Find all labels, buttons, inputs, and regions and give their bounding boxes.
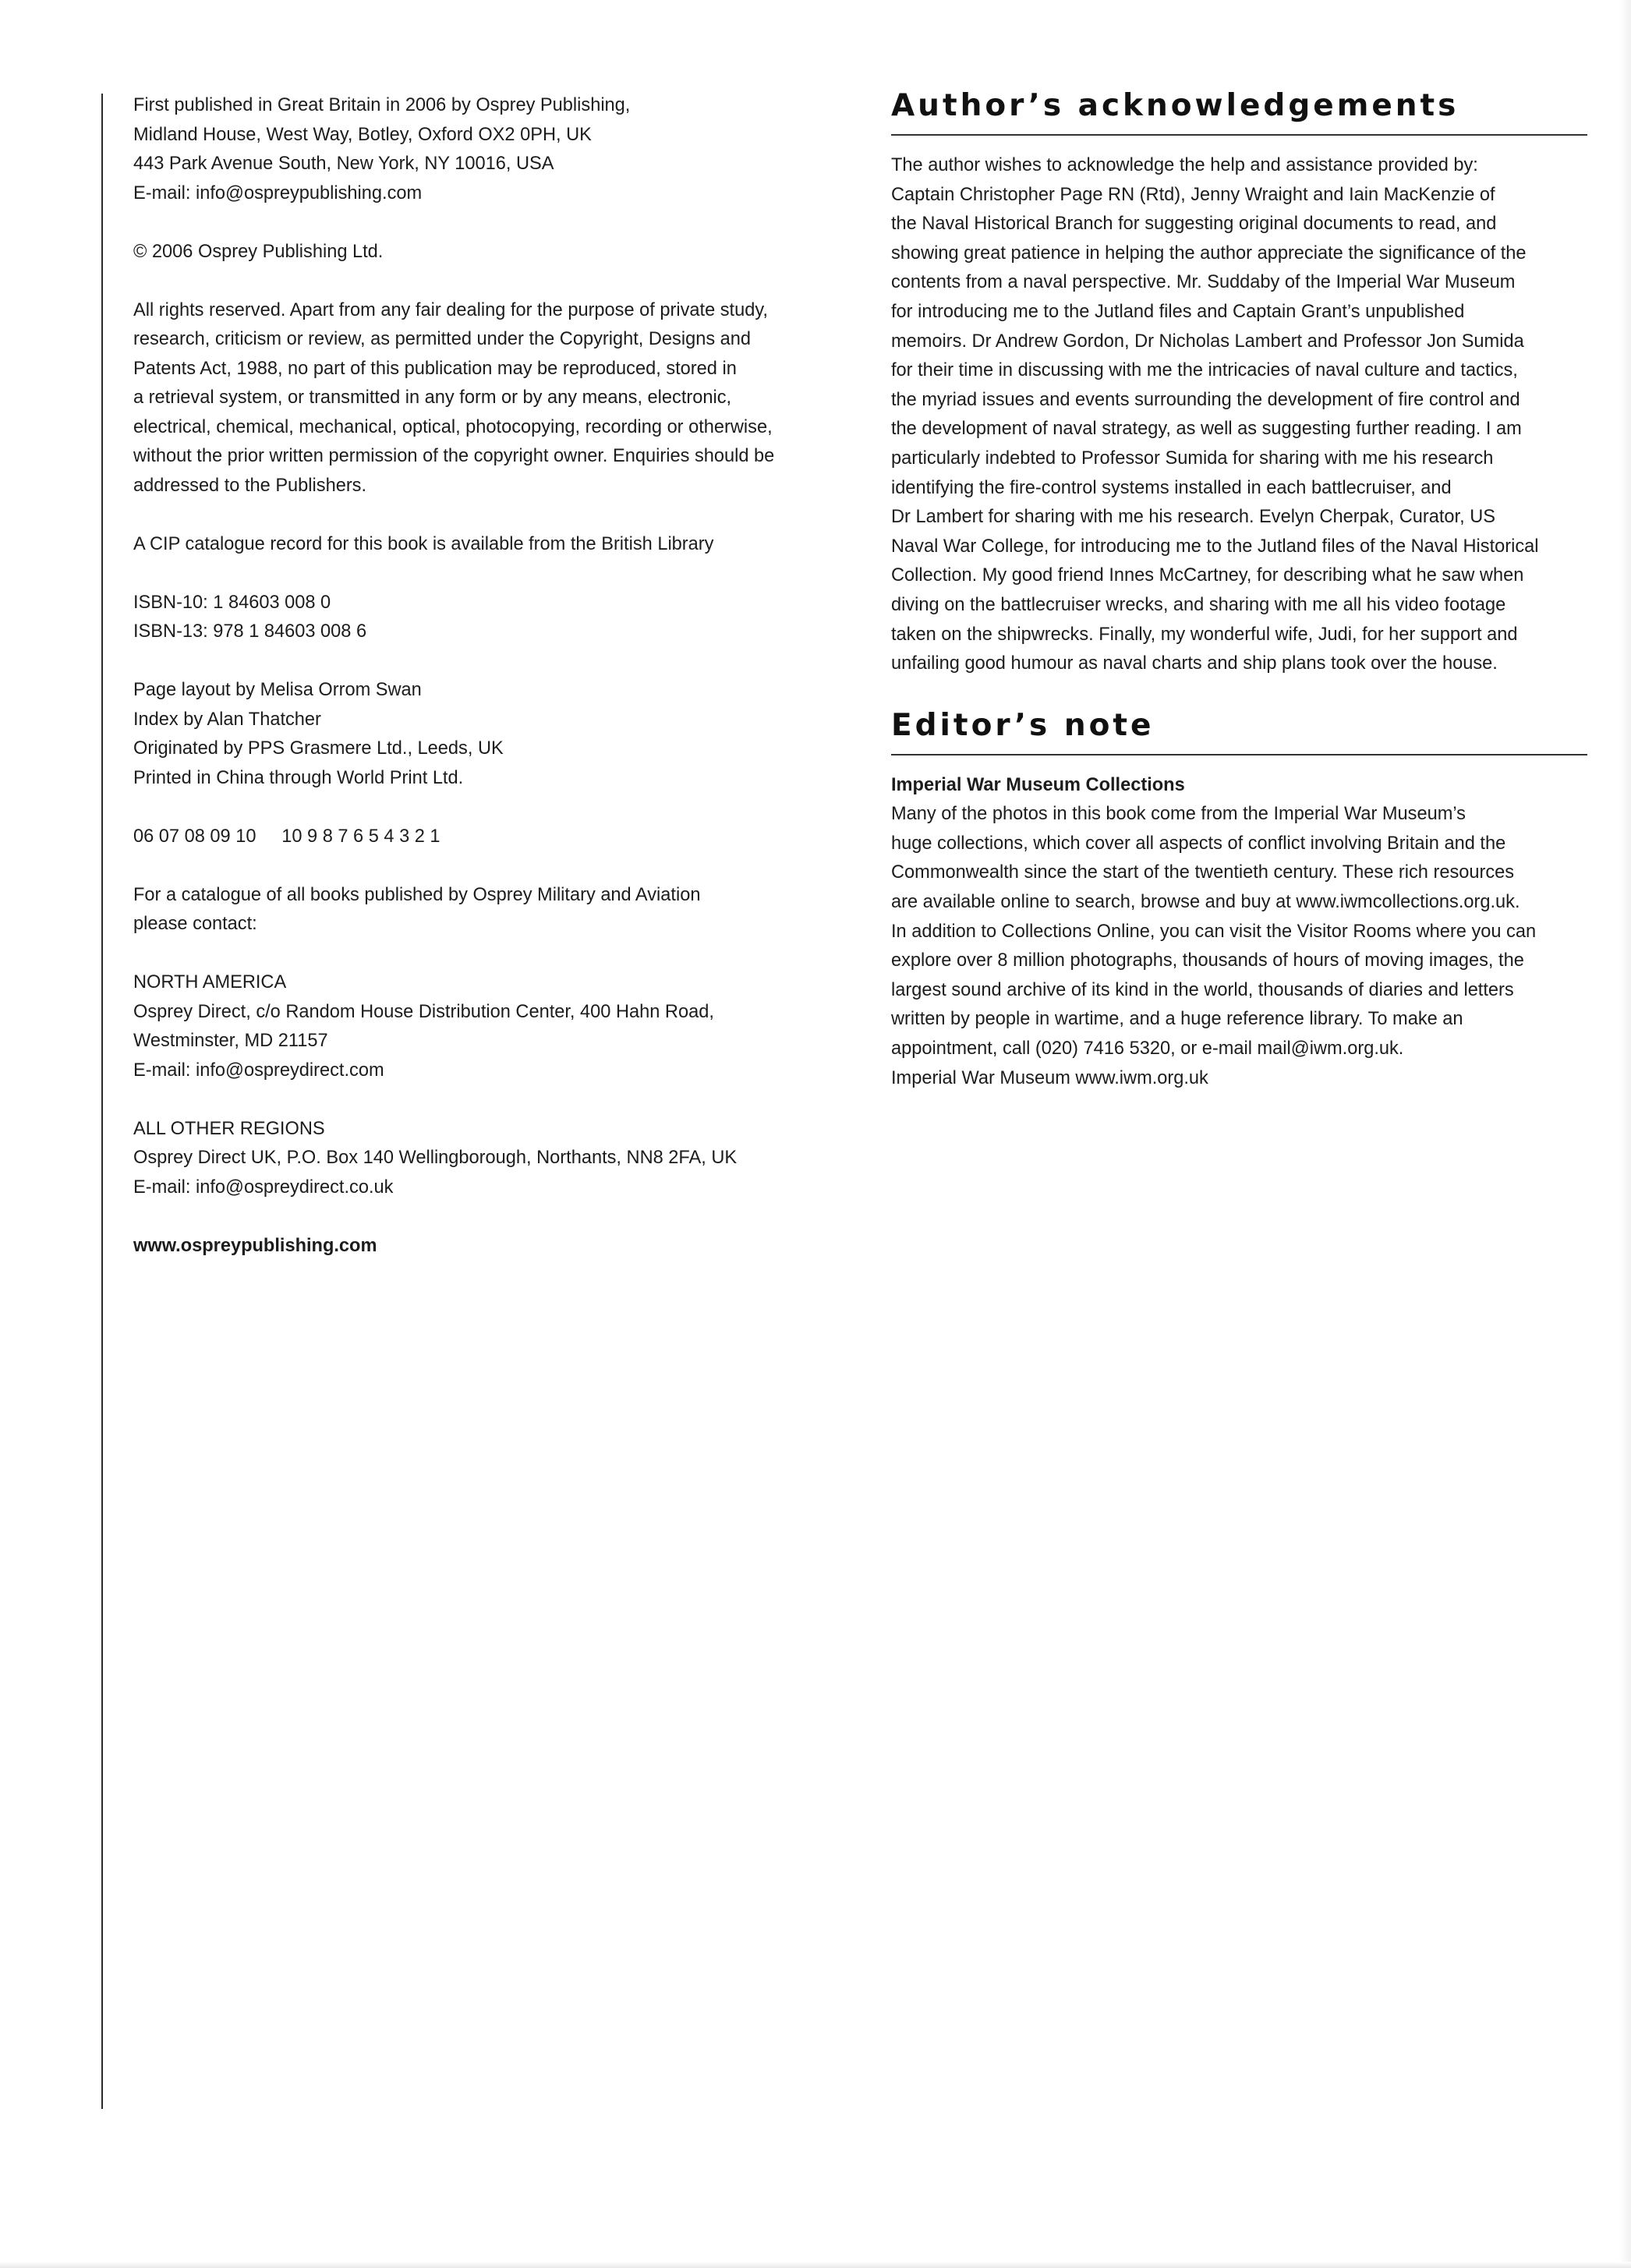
rights-block xyxy=(133,296,851,501)
catalogue-block xyxy=(133,881,851,939)
publisher-line: First published in Great Britain in 2006 by Osprey Publishing, xyxy=(133,95,631,115)
acknowledgements-line: the development of naval strategy, as well as suggesting further reading. I am xyxy=(891,419,1522,440)
acknowledgements-body xyxy=(891,151,1587,679)
address-line: Osprey Direct, c/o Random House Distribution Center, 400 Hahn Road, xyxy=(133,1001,714,1022)
acknowledgements-line: Collection. My good friend Innes McCartney, for describing what he saw when xyxy=(891,565,1524,586)
region-heading: NORTH AMERICA xyxy=(133,972,287,992)
acknowledgements-line: Naval War College, for introducing me to the Jutland files of the Naval Historical xyxy=(891,536,1539,557)
editors-note-line: Many of the photos in this book come from the Imperial War Museum’s xyxy=(891,804,1466,825)
editors-note-section xyxy=(891,704,1587,1094)
address-line: Osprey Direct UK, P.O. Box 140 Wellingborough, Northants, NN8 2FA, UK xyxy=(133,1148,738,1168)
rights-line: addressed to the Publishers. xyxy=(133,475,367,496)
north-america-block xyxy=(133,968,851,1085)
publisher-address-uk: Midland House, West Way, Botley, Oxford OX2 0PH, UK xyxy=(133,124,592,145)
acknowledgements-line: for their time in discussing with me the intricacies of naval culture and tactics, xyxy=(891,360,1518,381)
address-line: Westminster, MD 21157 xyxy=(133,1031,328,1051)
imprint-column xyxy=(133,91,851,1290)
region-heading: ALL OTHER REGIONS xyxy=(133,1118,325,1139)
editors-note-subheading: Imperial War Museum Collections xyxy=(891,774,1185,795)
contact-email: E-mail: info@ospreydirect.co.uk xyxy=(133,1176,394,1198)
editors-note-line: huge collections, which cover all aspects of conflict involving Britain and the xyxy=(891,833,1506,854)
contact-email: E-mail: info@ospreydirect.com xyxy=(133,1060,384,1081)
publisher-address-us: 443 Park Avenue South, New York, NY 10016, USA xyxy=(133,154,554,174)
publisher-email: E-mail: info@ospreypublishing.com xyxy=(133,182,423,203)
notes-column xyxy=(891,84,1587,1093)
acknowledgements-line: unfailing good humour as naval charts and ship plans took over the house. xyxy=(891,653,1498,674)
acknowledgements-line: Dr Lambert for sharing with me his research. Evelyn Cherpak, Curator, US xyxy=(891,507,1495,528)
acknowledgements-line: contents from a naval perspective. Mr. Suddaby of the Imperial War Museum xyxy=(891,272,1516,293)
heading-divider xyxy=(891,754,1587,755)
copyright-line: © 2006 Osprey Publishing Ltd. xyxy=(133,241,384,262)
acknowledgements-line: diving on the battlecruiser wrecks, and sharing with me all his video footage xyxy=(891,594,1506,615)
rights-line: electrical, chemical, mechanical, optical, photocopying, recording or otherwise, xyxy=(133,416,773,437)
acknowledgements-line: particularly indebted to Professor Sumida for sharing with me his research xyxy=(891,448,1494,469)
editors-note-body xyxy=(891,771,1587,1094)
rights-line: a retrieval system, or transmitted in any form or by any means, electronic, xyxy=(133,387,732,408)
publisher-block xyxy=(133,91,851,208)
catalogue-line: please contact: xyxy=(133,914,257,934)
acknowledgements-line: taken on the shipwrecks. Finally, my wonderful wife, Judi, for her support and xyxy=(891,624,1518,645)
acknowledgements-line: Captain Christopher Page RN (Rtd), Jenny Wraight and Iain MacKenzie of xyxy=(891,184,1495,205)
credit-line: Originated by PPS Grasmere Ltd., Leeds, UK xyxy=(133,738,504,759)
credits-block xyxy=(133,676,851,793)
editors-note-line: largest sound archive of its kind in the world, thousands of diaries and letters xyxy=(891,979,1514,1000)
catalogue-line: For a catalogue of all books published by Osprey Military and Aviation xyxy=(133,884,701,905)
editors-note-line: are available online to search, browse and buy at www.iwmcollections.org.uk. xyxy=(891,892,1520,913)
credit-line: Page layout by Melisa Orrom Swan xyxy=(133,680,422,700)
acknowledgements-line: showing great patience in helping the author appreciate the significance of the xyxy=(891,242,1527,264)
editors-note-line: Commonwealth since the start of the twentieth century. These rich resources xyxy=(891,862,1515,883)
editors-note-line: explore over 8 million photographs, thousands of hours of moving images, the xyxy=(891,950,1524,971)
cip-line: A CIP catalogue record for this book is available from the British Library xyxy=(133,533,714,554)
acknowledgements-line: for introducing me to the Jutland files and Captain Grant’s unpublished xyxy=(891,301,1465,322)
rights-line: Patents Act, 1988, no part of this publication may be reproduced, stored in xyxy=(133,358,737,379)
acknowledgements-line: memoirs. Dr Andrew Gordon, Dr Nicholas Lambert and Professor Jon Sumida xyxy=(891,331,1524,352)
isbn-13: ISBN-13: 978 1 84603 008 6 xyxy=(133,621,367,642)
credit-line: Printed in China through World Print Ltd. xyxy=(133,767,464,788)
editors-note-line: In addition to Collections Online, you can visit the Visitor Rooms where you can xyxy=(891,921,1537,942)
page-edge-shadow xyxy=(1620,0,1631,2268)
heading-divider xyxy=(891,134,1587,136)
rights-line: without the prior written permission of the copyright owner. Enquiries should be xyxy=(133,446,775,466)
editors-note-line: written by people in wartime, and a huge reference library. To make an xyxy=(891,1009,1463,1030)
margin-rule xyxy=(101,94,103,2109)
acknowledgements-line: the myriad issues and events surrounding the development of fire control and xyxy=(891,389,1520,410)
acknowledgements-line: The author wishes to acknowledge the help and assistance provided by: xyxy=(891,155,1478,175)
editors-note-line: Imperial War Museum www.iwm.org.uk xyxy=(891,1067,1208,1088)
print-line: 06 07 08 09 10 10 9 8 7 6 5 4 3 2 1 xyxy=(133,826,440,847)
cip-notice xyxy=(133,530,851,560)
other-regions-block xyxy=(133,1115,851,1203)
acknowledgements-heading: Author’s acknowledgements xyxy=(891,88,1459,123)
isbn-block xyxy=(133,589,851,647)
copyright-notice xyxy=(133,238,851,267)
website-url: www.ospreypublishing.com xyxy=(133,1235,377,1256)
website-block xyxy=(133,1232,851,1261)
editors-note-heading: Editor’s note xyxy=(891,707,1155,743)
rights-line: research, criticism or review, as permitted under the Copyright, Designs and xyxy=(133,329,752,349)
isbn-10: ISBN-10: 1 84603 008 0 xyxy=(133,592,331,613)
print-line-block xyxy=(133,823,851,852)
page-bottom-shadow xyxy=(0,2262,1631,2268)
rights-line: All rights reserved. Apart from any fair dealing for the purpose of private study, xyxy=(133,299,768,320)
acknowledgements-line: the Naval Historical Branch for suggesting original documents to read, and xyxy=(891,214,1497,235)
acknowledgements-line: identifying the fire-control systems installed in each battlecruiser, and xyxy=(891,477,1452,498)
editors-note-line: appointment, call (020) 7416 5320, or e-mail mail@iwm.org.uk. xyxy=(891,1038,1404,1060)
credit-line: Index by Alan Thatcher xyxy=(133,709,321,730)
